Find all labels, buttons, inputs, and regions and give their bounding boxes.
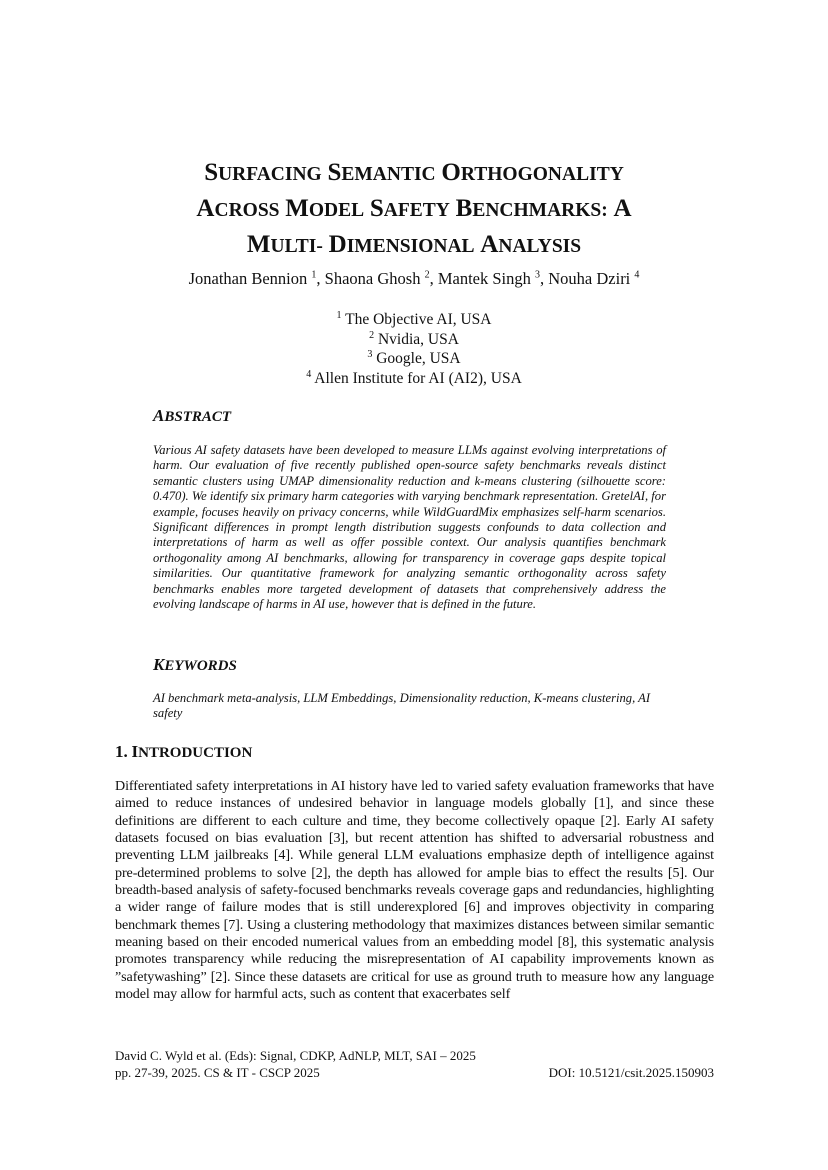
author-list bbox=[60, 268, 768, 290]
title-word: MULTI- bbox=[246, 231, 323, 258]
footer-pages: pp. 27-39, 2025. CS & IT - CSCP 2025 bbox=[115, 1064, 320, 1080]
title-word: SURFACING bbox=[204, 159, 322, 186]
keywords-text: AI benchmark meta-analysis, LLM Embeddings, Dimensionality reduction, K-means clustering, AI safety bbox=[153, 691, 651, 721]
footer-proceedings: David C. Wyld et al. (Eds): Signal, CDKP, AdNLP, MLT, SAI – 2025 bbox=[115, 1048, 476, 1063]
title-word: SEMANTIC bbox=[327, 159, 436, 186]
introduction-text: Differentiated safety interpretations in AI history have led to varied safety evaluation frameworks that have aimed to reduce instances of undesired behavior in language models globally [1], and since these definitions are different to each culture and time, they become collectively opaque [2]. Early AI safety datasets focused on bias evaluation [3], but recent attention has shifted to adversarial robustness and preventing LLM jailbreaks [4]. While general LLM evaluations emphasize depth of intelligence against pre-determined problems to solve [2], the depth has allowed for ample bias to effect the results [5]. Our breadth-based analysis of safety-focused benchmarks reveals coverage gaps and redundancies, highlighting a wider range of failure modes that is still underexplored [6] and improves objectivity in comparing benchmark themes [7]. Using a clustering methodology that maximizes distances between similar semantic meaning based on their encoded numerical values from an embedding model [8], this systematic analysis promotes transparency while reducing the misrepresentation of AI capability improvements known as ”safetywashing” [2]. Since these datasets are critical for use as ground truth to measure how any language model may allow for harmful acts, such as content that exacerbates self bbox=[115, 778, 714, 1003]
title-line-2 bbox=[100, 192, 728, 228]
title-word: DIMENSIONAL bbox=[328, 231, 475, 258]
introduction-heading: 1. INTRODUCTION bbox=[115, 742, 253, 761]
title-word: BENCHMARKS: bbox=[455, 195, 608, 222]
author: Nouha Dziri $^4$ bbox=[548, 269, 640, 288]
footer-doi: DOI: 10.5121/csit.2025.150903 bbox=[548, 1064, 714, 1080]
affiliation: $^4$ Allen Institute for AI (AI2), USA bbox=[306, 368, 522, 387]
affiliation: $^2$ Nvidia, USA bbox=[369, 329, 459, 348]
title-word: ANALYSIS bbox=[480, 231, 582, 258]
title-word: A bbox=[613, 195, 632, 222]
title-line-3 bbox=[100, 228, 728, 264]
keywords-heading: KEYWORDS bbox=[153, 655, 237, 674]
page-footer bbox=[115, 1048, 714, 1081]
paper-title bbox=[100, 156, 728, 264]
author: Shaona Ghosh $^2$, bbox=[324, 269, 438, 288]
title-word: ACROSS bbox=[196, 195, 280, 222]
title-word: ORTHOGONALITY bbox=[441, 159, 624, 186]
author: Mantek Singh $^3$, bbox=[437, 269, 549, 288]
abstract-heading: ABSTRACT bbox=[153, 406, 232, 425]
affiliation-list bbox=[200, 310, 628, 388]
abstract-text: Various AI safety datasets have been developed to measure LLMs against evolving interpretations of harm. Our evaluation of five recently published open-source safety benchmarks reveals distinct semantic clusters using UMAP dimensionality reduction and k-means clustering (silhouette score: 0.470). We identify six primary harm categories with varying benchmark representation. GretelAI, for example, focuses heavily on privacy concerns, while WildGuardMix emphasizes self-harm scenarios. Significant differences in prompt length distribution suggests confounds to data collection and interpretations of harm as well as offer possible context. Our analysis quantifies benchmark orthogonality among AI benchmarks, allowing for transparency in coverage gaps despite topical similarities. Our quantitative framework for analyzing semantic orthogonality across safety benchmarks enables more targeted development of datasets that comprehensively address the evolving landscape of harms in AI use, however that is defined in the future. bbox=[153, 443, 666, 612]
affiliation: $^1$ The Objective AI, USA bbox=[336, 309, 492, 328]
affiliation: $^3$ Google, USA bbox=[367, 348, 461, 367]
title-word: SAFETY bbox=[369, 195, 450, 222]
title-line-1 bbox=[100, 156, 728, 192]
title-word: MODEL bbox=[285, 195, 365, 222]
author: Jonathan Bennion $^1$, bbox=[188, 269, 325, 288]
